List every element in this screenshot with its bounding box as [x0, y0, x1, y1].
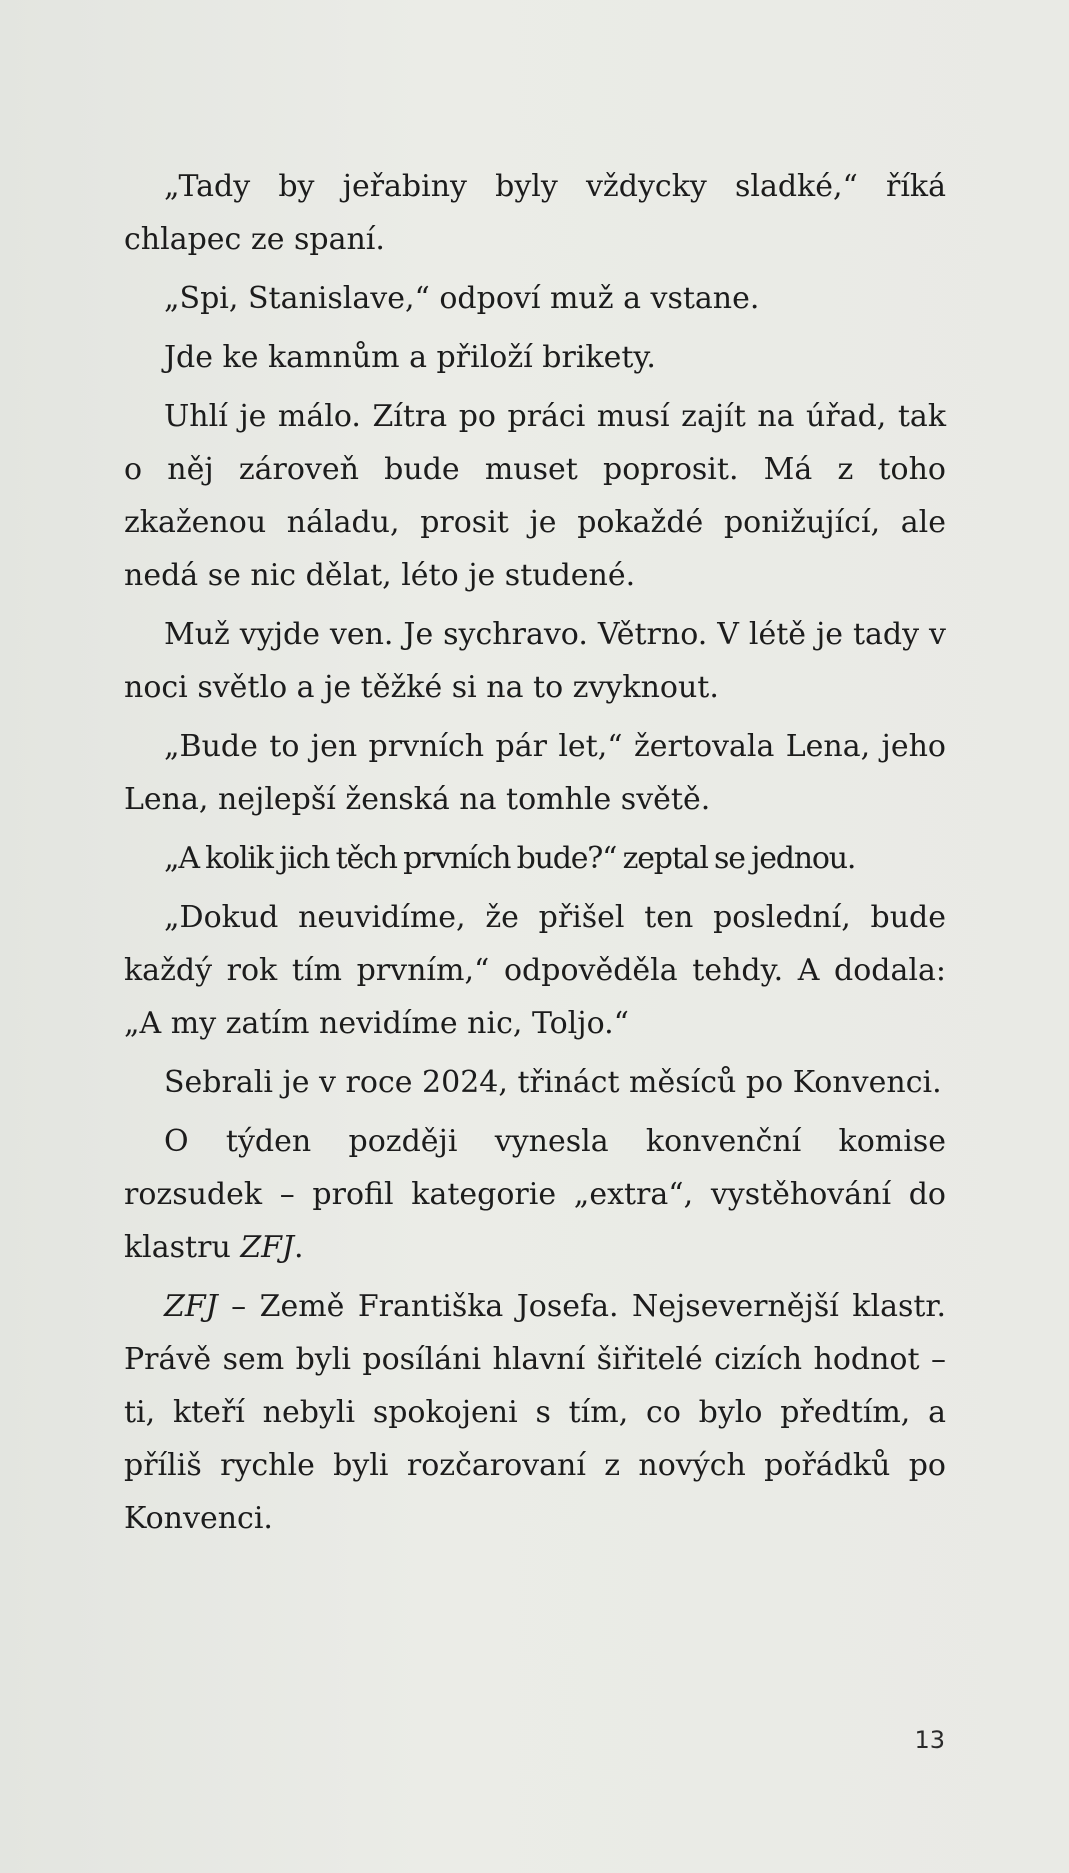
paragraph-text: . — [294, 1230, 304, 1265]
paragraph: Muž vyjde ven. Je sychravo. Větrno. V létě je tady v noci světlo a je těžké si na to zvyknout. — [124, 617, 946, 705]
paragraph: „Spi, Stanislave,“ odpoví muž a vstane. — [164, 281, 760, 316]
paragraph-text: – Země Františka Josefa. Nejsevernější klastr. Právě sem byli posíláni hlavní šiřitelé cizích hodnot – ti, kteří nebyli spokojeni s tím, co bylo předtím, a příliš rychle byli rozčarovaní z nových pořádků po Konvenci. — [124, 1289, 946, 1536]
paragraph: „Dokud neuvidíme, že přišel ten poslední, bude každý rok tím prvním,“ odpověděla tehdy. A dodala: „A my zatím nevidíme nic, Toljo.“ — [124, 900, 946, 1041]
body-text — [124, 160, 946, 1551]
paragraph: „Tady by jeřabiny byly vždycky sladké,“ říká chlapec ze spaní. — [124, 169, 946, 257]
paragraph: Sebrali je v roce 2024, třináct měsíců po Konvenci. — [164, 1065, 942, 1100]
italic-abbreviation: ZFJ — [164, 1289, 218, 1324]
paragraph: „Bude to jen prvních pár let,“ žertovala Lena, jeho Lena, nejlepší ženská na tomhle světě. — [124, 729, 946, 817]
paragraph: Jde ke kamnům a přiloží brikety. — [164, 340, 656, 375]
italic-abbreviation: ZFJ — [240, 1230, 294, 1265]
page-number: 13 — [914, 1726, 945, 1754]
paragraph: „A kolik jich těch prvních bude?“ zeptal se jednou. — [164, 841, 856, 876]
paragraph: Uhlí je málo. Zítra po práci musí zajít na úřad, tak o něj zároveň bude muset poprosit. Má z toho zkaženou náladu, prosit je pokaždé ponižující, ale nedá se nic dělat, léto je studené. — [124, 399, 946, 593]
paragraph — [124, 1115, 946, 1274]
paragraph — [124, 1280, 946, 1545]
paragraph-text: O týden později vynesla konvenční komise rozsudek – profil kategorie „extra“, vystěhování do klastru — [124, 1124, 946, 1265]
